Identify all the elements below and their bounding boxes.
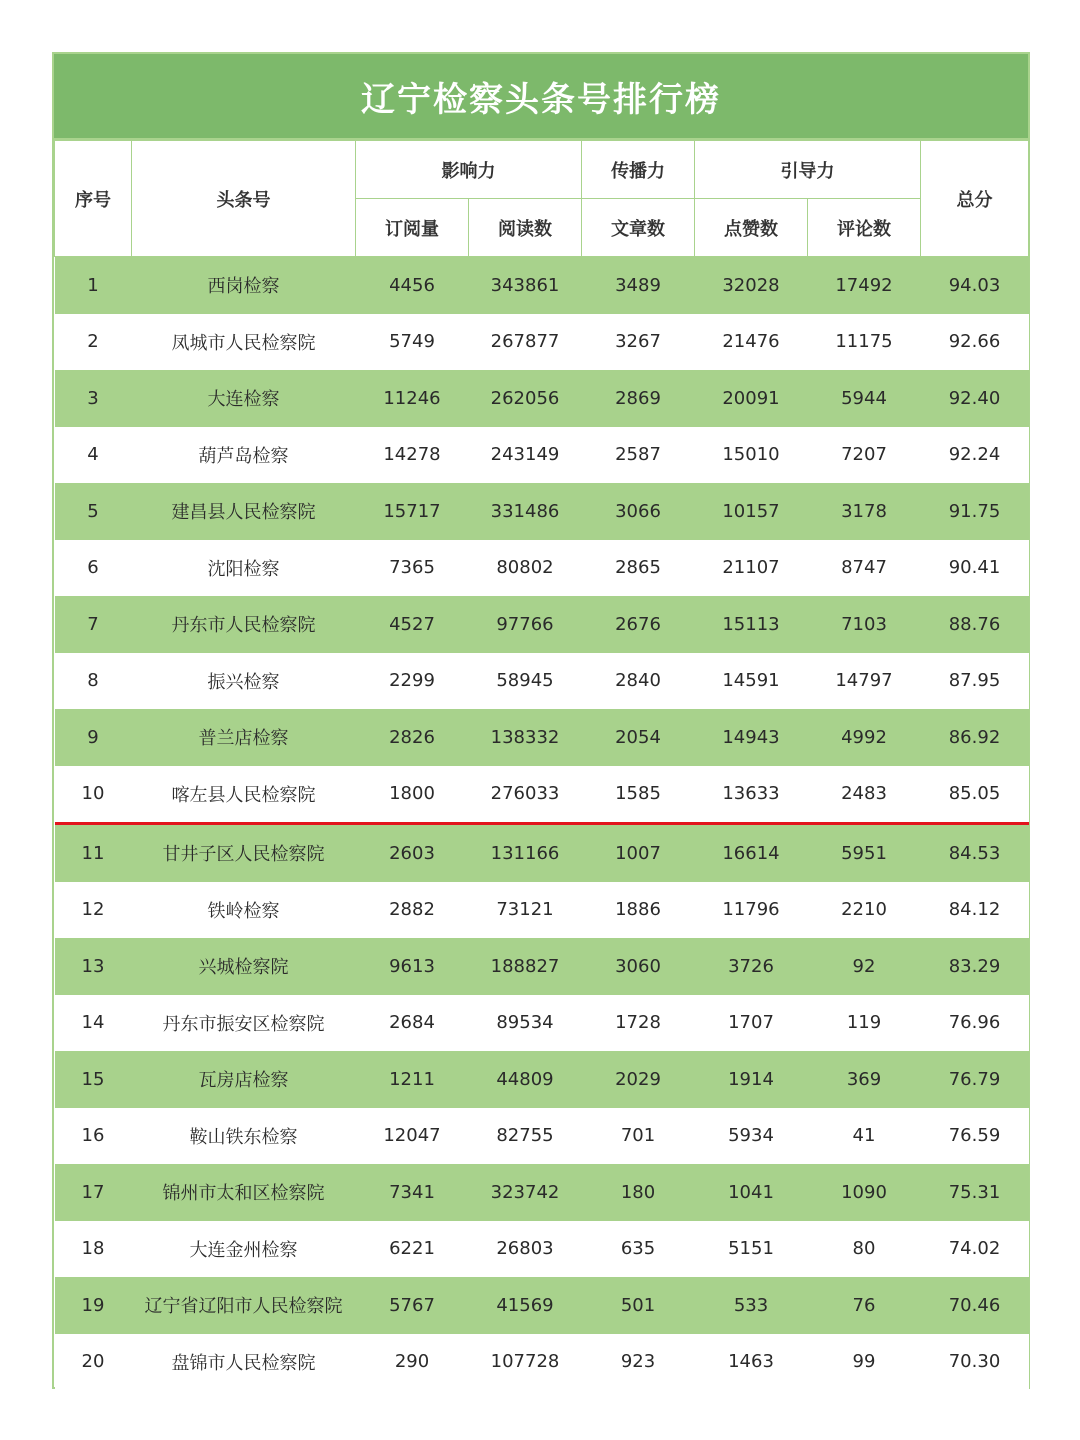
- table-row: [55, 938, 1029, 995]
- table-row: [55, 1277, 1029, 1334]
- table-row: [55, 1164, 1029, 1221]
- cell-comments: 3178: [808, 483, 921, 540]
- cell-comments: 7103: [808, 596, 921, 653]
- cell-reads: 82755: [469, 1108, 582, 1165]
- cell-reads: 276033: [469, 766, 582, 824]
- cell-subscriptions: 1800: [356, 766, 469, 824]
- cell-subscriptions: 2882: [356, 882, 469, 939]
- table-row: [55, 1334, 1029, 1391]
- cell-subscriptions: 12047: [356, 1108, 469, 1165]
- table-row: [55, 370, 1029, 427]
- cell-score: 70.30: [921, 1334, 1029, 1391]
- table-row: [55, 427, 1029, 484]
- cell-rank: 17: [55, 1164, 132, 1221]
- cell-score: 76.79: [921, 1051, 1029, 1108]
- table-row: [55, 766, 1029, 824]
- cell-comments: 92: [808, 938, 921, 995]
- cell-account-name: 建昌县人民检察院: [132, 483, 356, 540]
- cell-likes: 1914: [695, 1051, 808, 1108]
- cell-rank: 12: [55, 882, 132, 939]
- cell-subscriptions: 1211: [356, 1051, 469, 1108]
- cell-account-name: 沈阳检察: [132, 540, 356, 597]
- cell-likes: 10157: [695, 483, 808, 540]
- cell-articles: 2029: [582, 1051, 695, 1108]
- cell-subscriptions: 5749: [356, 314, 469, 371]
- cell-reads: 41569: [469, 1277, 582, 1334]
- ranking-board: [52, 52, 1030, 1389]
- cell-reads: 80802: [469, 540, 582, 597]
- cell-articles: 501: [582, 1277, 695, 1334]
- cell-score: 70.46: [921, 1277, 1029, 1334]
- cell-articles: 635: [582, 1221, 695, 1278]
- cell-reads: 188827: [469, 938, 582, 995]
- cell-comments: 1090: [808, 1164, 921, 1221]
- cell-reads: 44809: [469, 1051, 582, 1108]
- cell-articles: 1585: [582, 766, 695, 824]
- cell-score: 84.53: [921, 824, 1029, 882]
- cell-articles: 2587: [582, 427, 695, 484]
- cell-account-name: 普兰店检察: [132, 709, 356, 766]
- cell-reads: 243149: [469, 427, 582, 484]
- cell-likes: 20091: [695, 370, 808, 427]
- cell-score: 92.24: [921, 427, 1029, 484]
- table-row: [55, 1108, 1029, 1165]
- cell-comments: 17492: [808, 257, 921, 314]
- cell-comments: 8747: [808, 540, 921, 597]
- header-account: 头条号: [132, 141, 356, 257]
- cell-subscriptions: 290: [356, 1334, 469, 1391]
- cell-comments: 76: [808, 1277, 921, 1334]
- cell-likes: 14943: [695, 709, 808, 766]
- cell-reads: 323742: [469, 1164, 582, 1221]
- cell-likes: 5934: [695, 1108, 808, 1165]
- cell-articles: 701: [582, 1108, 695, 1165]
- table-row: [55, 257, 1029, 314]
- table-row: [55, 882, 1029, 939]
- cell-account-name: 凤城市人民检察院: [132, 314, 356, 371]
- cell-reads: 343861: [469, 257, 582, 314]
- cell-likes: 16614: [695, 824, 808, 882]
- cell-likes: 13633: [695, 766, 808, 824]
- table-body: [55, 257, 1029, 1391]
- cell-account-name: 大连金州检察: [132, 1221, 356, 1278]
- cell-account-name: 喀左县人民检察院: [132, 766, 356, 824]
- cell-score: 76.59: [921, 1108, 1029, 1165]
- cell-articles: 1728: [582, 995, 695, 1052]
- cell-comments: 2483: [808, 766, 921, 824]
- cell-account-name: 鞍山铁东检察: [132, 1108, 356, 1165]
- cell-score: 85.05: [921, 766, 1029, 824]
- cell-rank: 18: [55, 1221, 132, 1278]
- cell-account-name: 葫芦岛检察: [132, 427, 356, 484]
- table-row: [55, 995, 1029, 1052]
- cell-comments: 2210: [808, 882, 921, 939]
- cell-articles: 3060: [582, 938, 695, 995]
- cell-rank: 16: [55, 1108, 132, 1165]
- cell-rank: 3: [55, 370, 132, 427]
- cell-subscriptions: 7365: [356, 540, 469, 597]
- header-reads: 阅读数: [469, 199, 582, 257]
- cell-articles: 2676: [582, 596, 695, 653]
- table-row: [55, 824, 1029, 882]
- cell-score: 94.03: [921, 257, 1029, 314]
- cell-account-name: 瓦房店检察: [132, 1051, 356, 1108]
- table-header: [55, 141, 1029, 257]
- cell-reads: 107728: [469, 1334, 582, 1391]
- cell-score: 75.31: [921, 1164, 1029, 1221]
- cell-rank: 10: [55, 766, 132, 824]
- cell-account-name: 盘锦市人民检察院: [132, 1334, 356, 1391]
- cell-comments: 14797: [808, 653, 921, 710]
- cell-rank: 8: [55, 653, 132, 710]
- cell-rank: 1: [55, 257, 132, 314]
- header-articles: 文章数: [582, 199, 695, 257]
- header-influence: 影响力: [356, 141, 582, 199]
- cell-comments: 99: [808, 1334, 921, 1391]
- cell-subscriptions: 5767: [356, 1277, 469, 1334]
- cell-subscriptions: 15717: [356, 483, 469, 540]
- cell-articles: 2840: [582, 653, 695, 710]
- cell-rank: 11: [55, 824, 132, 882]
- cell-rank: 2: [55, 314, 132, 371]
- cell-rank: 7: [55, 596, 132, 653]
- cell-subscriptions: 4456: [356, 257, 469, 314]
- table-row: [55, 1221, 1029, 1278]
- cell-comments: 7207: [808, 427, 921, 484]
- cell-reads: 331486: [469, 483, 582, 540]
- cell-articles: 3267: [582, 314, 695, 371]
- cell-articles: 180: [582, 1164, 695, 1221]
- table-row: [55, 540, 1029, 597]
- cell-likes: 32028: [695, 257, 808, 314]
- cell-subscriptions: 2299: [356, 653, 469, 710]
- cell-likes: 3726: [695, 938, 808, 995]
- table-row: [55, 709, 1029, 766]
- cell-comments: 5951: [808, 824, 921, 882]
- cell-articles: 923: [582, 1334, 695, 1391]
- cell-subscriptions: 9613: [356, 938, 469, 995]
- cell-articles: 1007: [582, 824, 695, 882]
- cell-account-name: 丹东市振安区检察院: [132, 995, 356, 1052]
- cell-rank: 4: [55, 427, 132, 484]
- cell-score: 83.29: [921, 938, 1029, 995]
- cell-subscriptions: 2684: [356, 995, 469, 1052]
- cell-score: 76.96: [921, 995, 1029, 1052]
- cell-articles: 2054: [582, 709, 695, 766]
- cell-score: 88.76: [921, 596, 1029, 653]
- cell-articles: 1886: [582, 882, 695, 939]
- cell-rank: 19: [55, 1277, 132, 1334]
- cell-likes: 14591: [695, 653, 808, 710]
- ranking-table: [54, 140, 1029, 1390]
- cell-reads: 58945: [469, 653, 582, 710]
- cell-articles: 3066: [582, 483, 695, 540]
- cell-reads: 267877: [469, 314, 582, 371]
- cell-reads: 97766: [469, 596, 582, 653]
- cell-subscriptions: 2826: [356, 709, 469, 766]
- header-guidance: 引导力: [695, 141, 921, 199]
- cell-reads: 89534: [469, 995, 582, 1052]
- cell-likes: 1041: [695, 1164, 808, 1221]
- cell-comments: 41: [808, 1108, 921, 1165]
- cell-rank: 5: [55, 483, 132, 540]
- table-row: [55, 1051, 1029, 1108]
- cell-score: 90.41: [921, 540, 1029, 597]
- cell-likes: 533: [695, 1277, 808, 1334]
- header-rank: 序号: [55, 141, 132, 257]
- cell-account-name: 甘井子区人民检察院: [132, 824, 356, 882]
- cell-reads: 262056: [469, 370, 582, 427]
- cell-reads: 26803: [469, 1221, 582, 1278]
- cell-likes: 5151: [695, 1221, 808, 1278]
- cell-account-name: 锦州市太和区检察院: [132, 1164, 356, 1221]
- header-likes: 点赞数: [695, 199, 808, 257]
- cell-account-name: 大连检察: [132, 370, 356, 427]
- page-title: 辽宁检察头条号排行榜: [54, 54, 1028, 140]
- cell-account-name: 振兴检察: [132, 653, 356, 710]
- header-subscriptions: 订阅量: [356, 199, 469, 257]
- table-row: [55, 596, 1029, 653]
- cell-score: 87.95: [921, 653, 1029, 710]
- cell-account-name: 西岗检察: [132, 257, 356, 314]
- cell-score: 84.12: [921, 882, 1029, 939]
- cell-account-name: 辽宁省辽阳市人民检察院: [132, 1277, 356, 1334]
- cell-comments: 119: [808, 995, 921, 1052]
- table-row: [55, 314, 1029, 371]
- header-spread: 传播力: [582, 141, 695, 199]
- cell-score: 92.40: [921, 370, 1029, 427]
- cell-likes: 15010: [695, 427, 808, 484]
- table-row: [55, 483, 1029, 540]
- cell-reads: 131166: [469, 824, 582, 882]
- cell-subscriptions: 4527: [356, 596, 469, 653]
- cell-reads: 73121: [469, 882, 582, 939]
- cell-articles: 2869: [582, 370, 695, 427]
- cell-articles: 2865: [582, 540, 695, 597]
- cell-rank: 15: [55, 1051, 132, 1108]
- cell-likes: 21476: [695, 314, 808, 371]
- cell-likes: 21107: [695, 540, 808, 597]
- cell-rank: 14: [55, 995, 132, 1052]
- cell-comments: 369: [808, 1051, 921, 1108]
- cell-rank: 9: [55, 709, 132, 766]
- cell-subscriptions: 7341: [356, 1164, 469, 1221]
- table-row: [55, 653, 1029, 710]
- cell-likes: 15113: [695, 596, 808, 653]
- cell-score: 86.92: [921, 709, 1029, 766]
- cell-rank: 6: [55, 540, 132, 597]
- cell-comments: 5944: [808, 370, 921, 427]
- cell-subscriptions: 6221: [356, 1221, 469, 1278]
- cell-rank: 20: [55, 1334, 132, 1391]
- cell-comments: 80: [808, 1221, 921, 1278]
- cell-comments: 11175: [808, 314, 921, 371]
- cell-subscriptions: 2603: [356, 824, 469, 882]
- cell-subscriptions: 14278: [356, 427, 469, 484]
- cell-score: 91.75: [921, 483, 1029, 540]
- cell-likes: 1463: [695, 1334, 808, 1391]
- cell-account-name: 丹东市人民检察院: [132, 596, 356, 653]
- cell-comments: 4992: [808, 709, 921, 766]
- cell-likes: 1707: [695, 995, 808, 1052]
- cell-score: 74.02: [921, 1221, 1029, 1278]
- cell-score: 92.66: [921, 314, 1029, 371]
- header-total: 总分: [921, 141, 1029, 257]
- cell-account-name: 兴城检察院: [132, 938, 356, 995]
- cell-articles: 3489: [582, 257, 695, 314]
- cell-account-name: 铁岭检察: [132, 882, 356, 939]
- cell-subscriptions: 11246: [356, 370, 469, 427]
- cell-reads: 138332: [469, 709, 582, 766]
- cell-rank: 13: [55, 938, 132, 995]
- header-comments: 评论数: [808, 199, 921, 257]
- cell-likes: 11796: [695, 882, 808, 939]
